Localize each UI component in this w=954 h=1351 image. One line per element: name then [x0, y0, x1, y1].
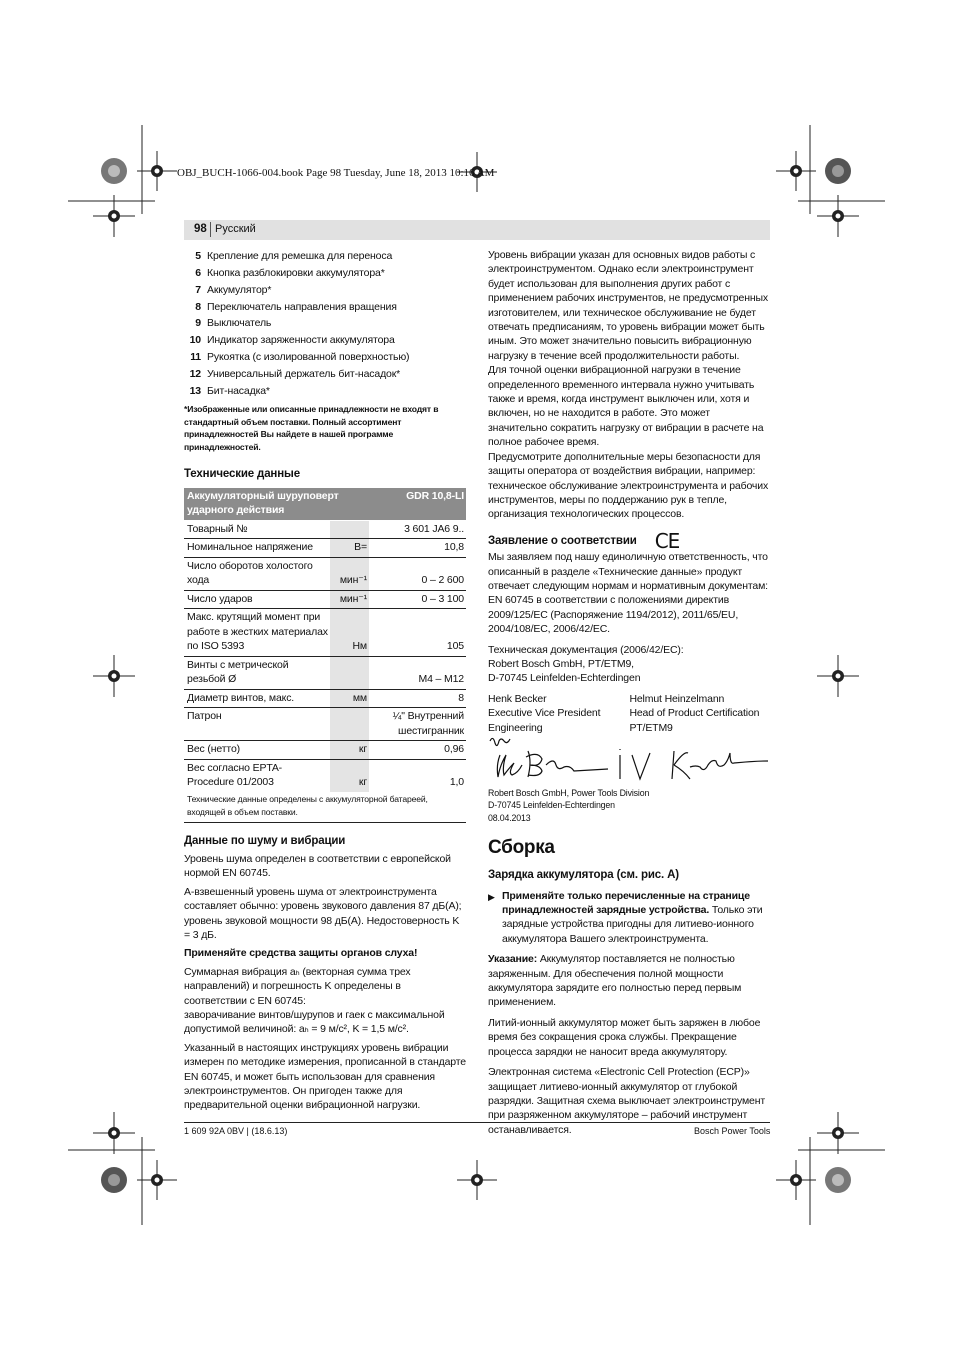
battery-note: Указание: Аккумулятор поставляется не полностью заряженным. Для обеспечения полной мощности аккумулятора зарядите его полностью перед первым применением. — [488, 953, 742, 1009]
noise-warning: Применяйте средства защиты органов слуха! — [184, 947, 418, 960]
noise-heading: Данные по шуму и вибрации — [184, 834, 346, 847]
list-item: 5 Крепление для ремешка для переноса — [195, 250, 393, 263]
list-item: 11 Рукоятка (с изолированной поверхностью) — [190, 350, 410, 363]
vib-p1: Уровень вибрации указан для основных видов работы с электроинструментом. Однако если электроинструмент будет использован для выполнения других работ с применением рабочих инструментов, не предусмотренных изготовителем, или техническое обслуживание не будет отвечать предписаниям, то уровень вибрации может быть иным. Это может значительно повысить вибрационную нагрузку в течение всей продолжительности работы. — [488, 249, 769, 362]
header-language: Русский — [215, 223, 256, 235]
noise-p2: А-взвешенный уровень шума от электроинструмента составляет обычно: уровень звукового давления 87 дБ(A); уровень звуковой мощности 98 дБ(A). Недостоверность K = 3 дБ. — [184, 885, 462, 942]
table-row: Диаметр винтов, макс. мм 8 — [184, 689, 466, 708]
charger-warning: ▶ Применяйте только перечисленные на странице принадлежностей зарядные устройства. Только эти зарядные устройства пригодны для литиево-ионного аккумулятора Вашего электроинструмента. — [488, 889, 763, 945]
handwritten-signatures — [488, 735, 770, 787]
conformity-heading: Заявление о соответствии — [488, 534, 637, 547]
list-item: 12 Универсальный держатель бит-насадок* — [189, 367, 401, 380]
techdoc-line2: Robert Bosch GmbH, PT/ETM9, — [488, 657, 634, 670]
footer-rule — [184, 1122, 770, 1123]
list-item: 6 Кнопка разблокировки аккумулятора* — [195, 266, 385, 279]
techdoc-line3: D-70745 Leinfelden-Echterdingen — [488, 672, 641, 685]
footer-brand: Bosch Power Tools — [694, 1126, 771, 1136]
right-column — [488, 248, 770, 1137]
table-row: Номинальное напряжение В= 10,8 — [184, 539, 466, 558]
ce-mark-icon: CE — [654, 528, 680, 553]
conformity-text: Мы заявляем под нашу единоличную ответственность, что описанный в разделе «Технические данные» продукт отвечает следующим нормам и нормативным документам: EN 60745 в соответствии с положениями директив 2009/125/EC (Распоряжение 1194/2012), 2011/65/EU, 2004/108/EC, 2006/42/EC. — [488, 551, 768, 636]
ecp-paragraph: Электронная система «Electronic Cell Protection (ECP)» защищает литиево-ионный аккумулятор от глубокой разрядки. Защитная схема выключает электроинструмент при разряженном аккумуляторе – рабочий инструмент останавливается. — [488, 1066, 766, 1136]
table-row: Число оборотов холостого хода мин⁻¹ 0 – 2 600 — [184, 557, 466, 590]
list-item: 8 Переключатель направления вращения — [195, 300, 397, 313]
table-header-row — [184, 488, 466, 521]
page-number: 98 — [194, 223, 207, 235]
vib-p3: Предусмотрите дополнительные меры безопасности для защиты оператора от воздействия вибрации, например: техническое обслуживание электроинструмента и рабочих инструментов, меры по поддержанию рук в тепле, организация технологических процессов. — [488, 450, 769, 521]
page-header — [184, 220, 770, 240]
table-row: Макс. крутящий момент при работе в жестких материалах по ISO 5393 Нм 105 — [184, 609, 466, 657]
table-row: Товарный № 3 601 JA6 9.. — [184, 520, 466, 539]
signatories — [488, 692, 770, 735]
signatory-2: Helmut Heinzelmann Head of Product Certification PT/ETM9 — [629, 692, 760, 734]
noise-p4: Суммарная вибрация aₕ (векторная сумма трех направлений) и погрешность K определены в соответствии с EN 60745: — [184, 965, 411, 1007]
list-item: 7 Аккумулятор* — [195, 283, 272, 296]
table-row: Вес согласно EPTA-Procedure 01/2003 кг 1,0 — [184, 759, 466, 792]
assembly-heading: Сборка — [488, 837, 555, 859]
parts-list — [184, 248, 466, 399]
print-slug: OBJ_BUCH-1066-004.book Page 98 Tuesday, June 18, 2013 10:16 AM — [177, 167, 495, 179]
li-ion-paragraph: Литий-ионный аккумулятор может быть заряжен в любое время без сокращения срока службы. Прекращение процесса зарядки не наносит вреда аккумулятору. — [488, 1016, 761, 1058]
table-row: Патрон ¼" Внутренний шестигранник — [184, 708, 466, 741]
arrow-bullet-icon: ▶ — [488, 891, 495, 902]
tech-data-table — [184, 488, 466, 792]
tech-data-heading: Технические данные — [184, 468, 300, 481]
list-item: 13 Бит-насадка* — [189, 384, 270, 397]
list-item: 10 Индикатор заряженности аккумулятора — [189, 334, 395, 347]
table-row: Число ударов мин⁻¹ 0 – 3 100 — [184, 590, 466, 609]
table-header-model: GDR 10,8-LI — [369, 488, 466, 521]
techdoc-line1: Техническая документация (2006/42/EC): — [488, 643, 684, 656]
vib-p2: Для точной оценки вибрационной нагрузки в течение определенного временного интервала нужно учитывать также и время, когда инструмент выключен или, хотя и включен, но не находится в работе. Это может значительно сократить нагрузку от вибрации в расчете на полное рабочее время. — [488, 364, 764, 449]
noise-p6: Указанный в настоящих инструкциях уровень вибрации измерен по методике измерения, прописанной в стандарте EN 60745, и может быть использован для сравнения электроинструментов. Он пригоден также для предварительной оценки вибрационной нагрузки. — [184, 1041, 466, 1112]
footer-doc-number: 1 609 92A 0BV | (18.6.13) — [184, 1126, 288, 1136]
table-row: Вес (нетто) кг 0,96 — [184, 741, 466, 760]
left-column — [184, 248, 466, 1113]
noise-p1: Уровень шума определен в соответствии с европейской нормой EN 60745. — [184, 852, 451, 880]
list-item: 9 Выключатель — [195, 317, 272, 330]
table-row: Винты с метрической резьбой Ø M4 – M12 — [184, 656, 466, 689]
conformity-heading-row — [488, 528, 770, 553]
signatory-1: Henk Becker Executive Vice President Engineering — [488, 692, 601, 734]
noise-p5: заворачивание винтов/шурупов и гаек с максимальной допустимой величиной: aₕ = 9 м/с², K = 1,5 м/с². — [184, 1009, 445, 1036]
header-divider — [210, 222, 211, 237]
parts-footnote: *Изображенные или описанные принадлежности не входят в стандартный объем поставки. Полный ассортимент принадлежностей Вы найдете в нашей программе принадлежностей. — [184, 404, 439, 452]
company-address: Robert Bosch GmbH, Power Tools Division D-70745 Leinfelden-Echterdingen 08.04.2013 — [488, 788, 650, 823]
table-footnote: Технические данные определены с аккумуляторной батареей, входящей в объем поставки. — [184, 792, 466, 823]
table-header-label: Аккумуляторный шуруповерт ударного действия — [184, 488, 369, 521]
charging-heading: Зарядка аккумулятора (см. рис. А) — [488, 869, 679, 882]
